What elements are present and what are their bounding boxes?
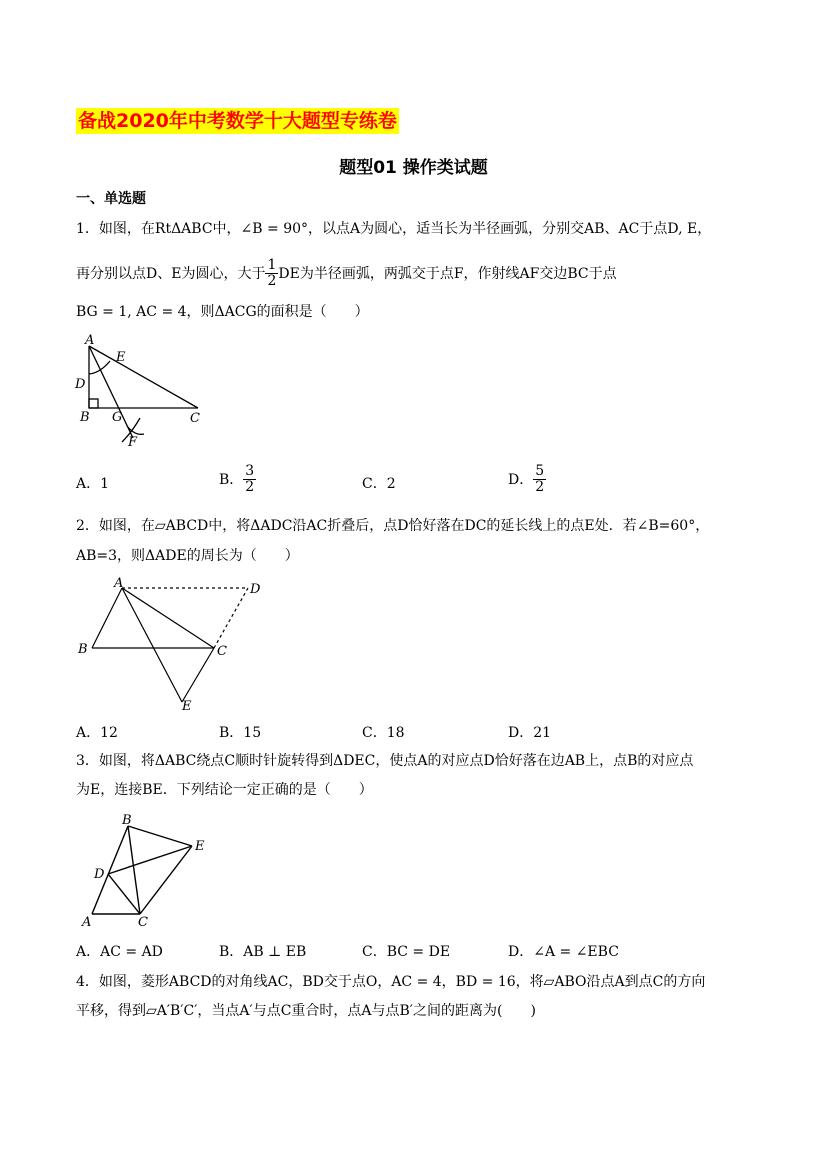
q3-option-b: B．AB ⊥ EB	[219, 944, 307, 960]
q1-option-b-num: 3	[245, 463, 255, 479]
q1-option-d-num: 5	[535, 463, 545, 479]
page-title: 题型01 操作类试题	[339, 158, 488, 178]
q3-option-a: A．AC = AD	[76, 944, 163, 960]
q1-option-c-label: C．	[362, 476, 387, 492]
q2-option-d: D．21	[508, 725, 552, 741]
q1-label-d: D	[75, 377, 86, 392]
q1-option-c-value: 2	[386, 476, 396, 492]
q2-option-b: B．15	[219, 725, 262, 741]
q1-line2-text-a: 再分别以点D、E为圆心，大于	[76, 265, 266, 282]
q1-frac-den: 2	[267, 273, 277, 290]
q3-label-e: E	[195, 839, 205, 854]
q1-line2-text-b: DE为半径画弧，两弧交于点F，作射线AF交边BC于点	[278, 265, 617, 282]
q2-figure	[72, 574, 272, 714]
q1-label-e: E	[116, 350, 126, 365]
q1-option-b	[219, 464, 256, 496]
q1-label-f: F	[128, 435, 138, 450]
q2-line1: 2．如图，在▱ABCD中，将ΔADC沿AC折叠后，点D恰好落在DC的延长线上的点E处．若∠B=60°，	[76, 518, 710, 534]
q3-line2: 为E，连接BE．下列结论一定正确的是（ ）	[76, 782, 373, 798]
section-heading: 一、单选题	[76, 191, 146, 207]
exam-banner: 备战2020年中考数学十大题型专练卷	[78, 110, 397, 132]
q3-option-c: C．BC = DE	[362, 944, 451, 960]
q1-option-b-label: B．	[219, 471, 244, 488]
q2-option-a: A．12	[76, 725, 118, 741]
q3-label-a: A	[82, 915, 92, 930]
q1-option-a	[76, 474, 109, 494]
q1-label-b: B	[80, 410, 90, 425]
q2-label-b: B	[78, 642, 88, 657]
q2-label-e: E	[182, 699, 192, 714]
q1-label-g: G	[112, 410, 123, 425]
q1-option-a-value: 1	[100, 476, 110, 492]
q1-line2	[76, 258, 617, 290]
q3-figure	[76, 812, 216, 932]
q1-option-d	[508, 464, 546, 496]
q3-label-d: D	[94, 867, 105, 882]
q1-figure	[70, 330, 210, 450]
q1-line1: 1．如图，在RtΔABC中，∠B = 90°，以点A为圆心，适当长为半径画弧，分别交AB、AC于点D, E，	[76, 221, 712, 237]
q2-label-a: A	[114, 576, 124, 591]
q3-line1: 3．如图，将ΔABC绕点C顺时针旋转得到ΔDEC，使点A的对应点D恰好落在边AB上，点B的对应点	[76, 753, 694, 769]
q1-label-c: C	[190, 411, 200, 426]
q1-option-d-fraction	[533, 464, 546, 496]
q1-option-a-label: A．	[76, 476, 101, 492]
q3-label-b: B	[122, 813, 132, 828]
q1-option-c	[362, 474, 396, 494]
q3-option-d: D．∠A = ∠EBC	[508, 944, 619, 960]
q2-line2: AB=3，则ΔADE的周长为（ ）	[76, 548, 299, 564]
q1-label-a: A	[85, 333, 95, 348]
q1-line3: BG = 1, AC = 4，则ΔACG的面积是（ ）	[76, 304, 369, 320]
q1-frac-num: 1	[267, 257, 277, 273]
q4-line1: 4．如图，菱形ABCD的对角线AC，BD交于点O，AC = 4，BD = 16，将▱ABO沿点A到点C的方向	[76, 974, 706, 990]
q2-label-d: D	[250, 582, 261, 597]
q2-label-c: C	[217, 644, 227, 659]
q4-line2: 平移，得到▱A′B′C′，当点A′与点C重合时，点A与点B′之间的距离为( )	[76, 1003, 536, 1019]
q1-option-b-fraction	[243, 464, 256, 496]
q1-option-d-label: D．	[508, 471, 534, 488]
q1-half-fraction	[265, 258, 278, 290]
q2-option-c: C．18	[362, 725, 405, 741]
q1-option-d-den: 2	[535, 479, 545, 496]
q1-option-b-den: 2	[245, 479, 255, 496]
q3-label-c: C	[138, 915, 148, 930]
